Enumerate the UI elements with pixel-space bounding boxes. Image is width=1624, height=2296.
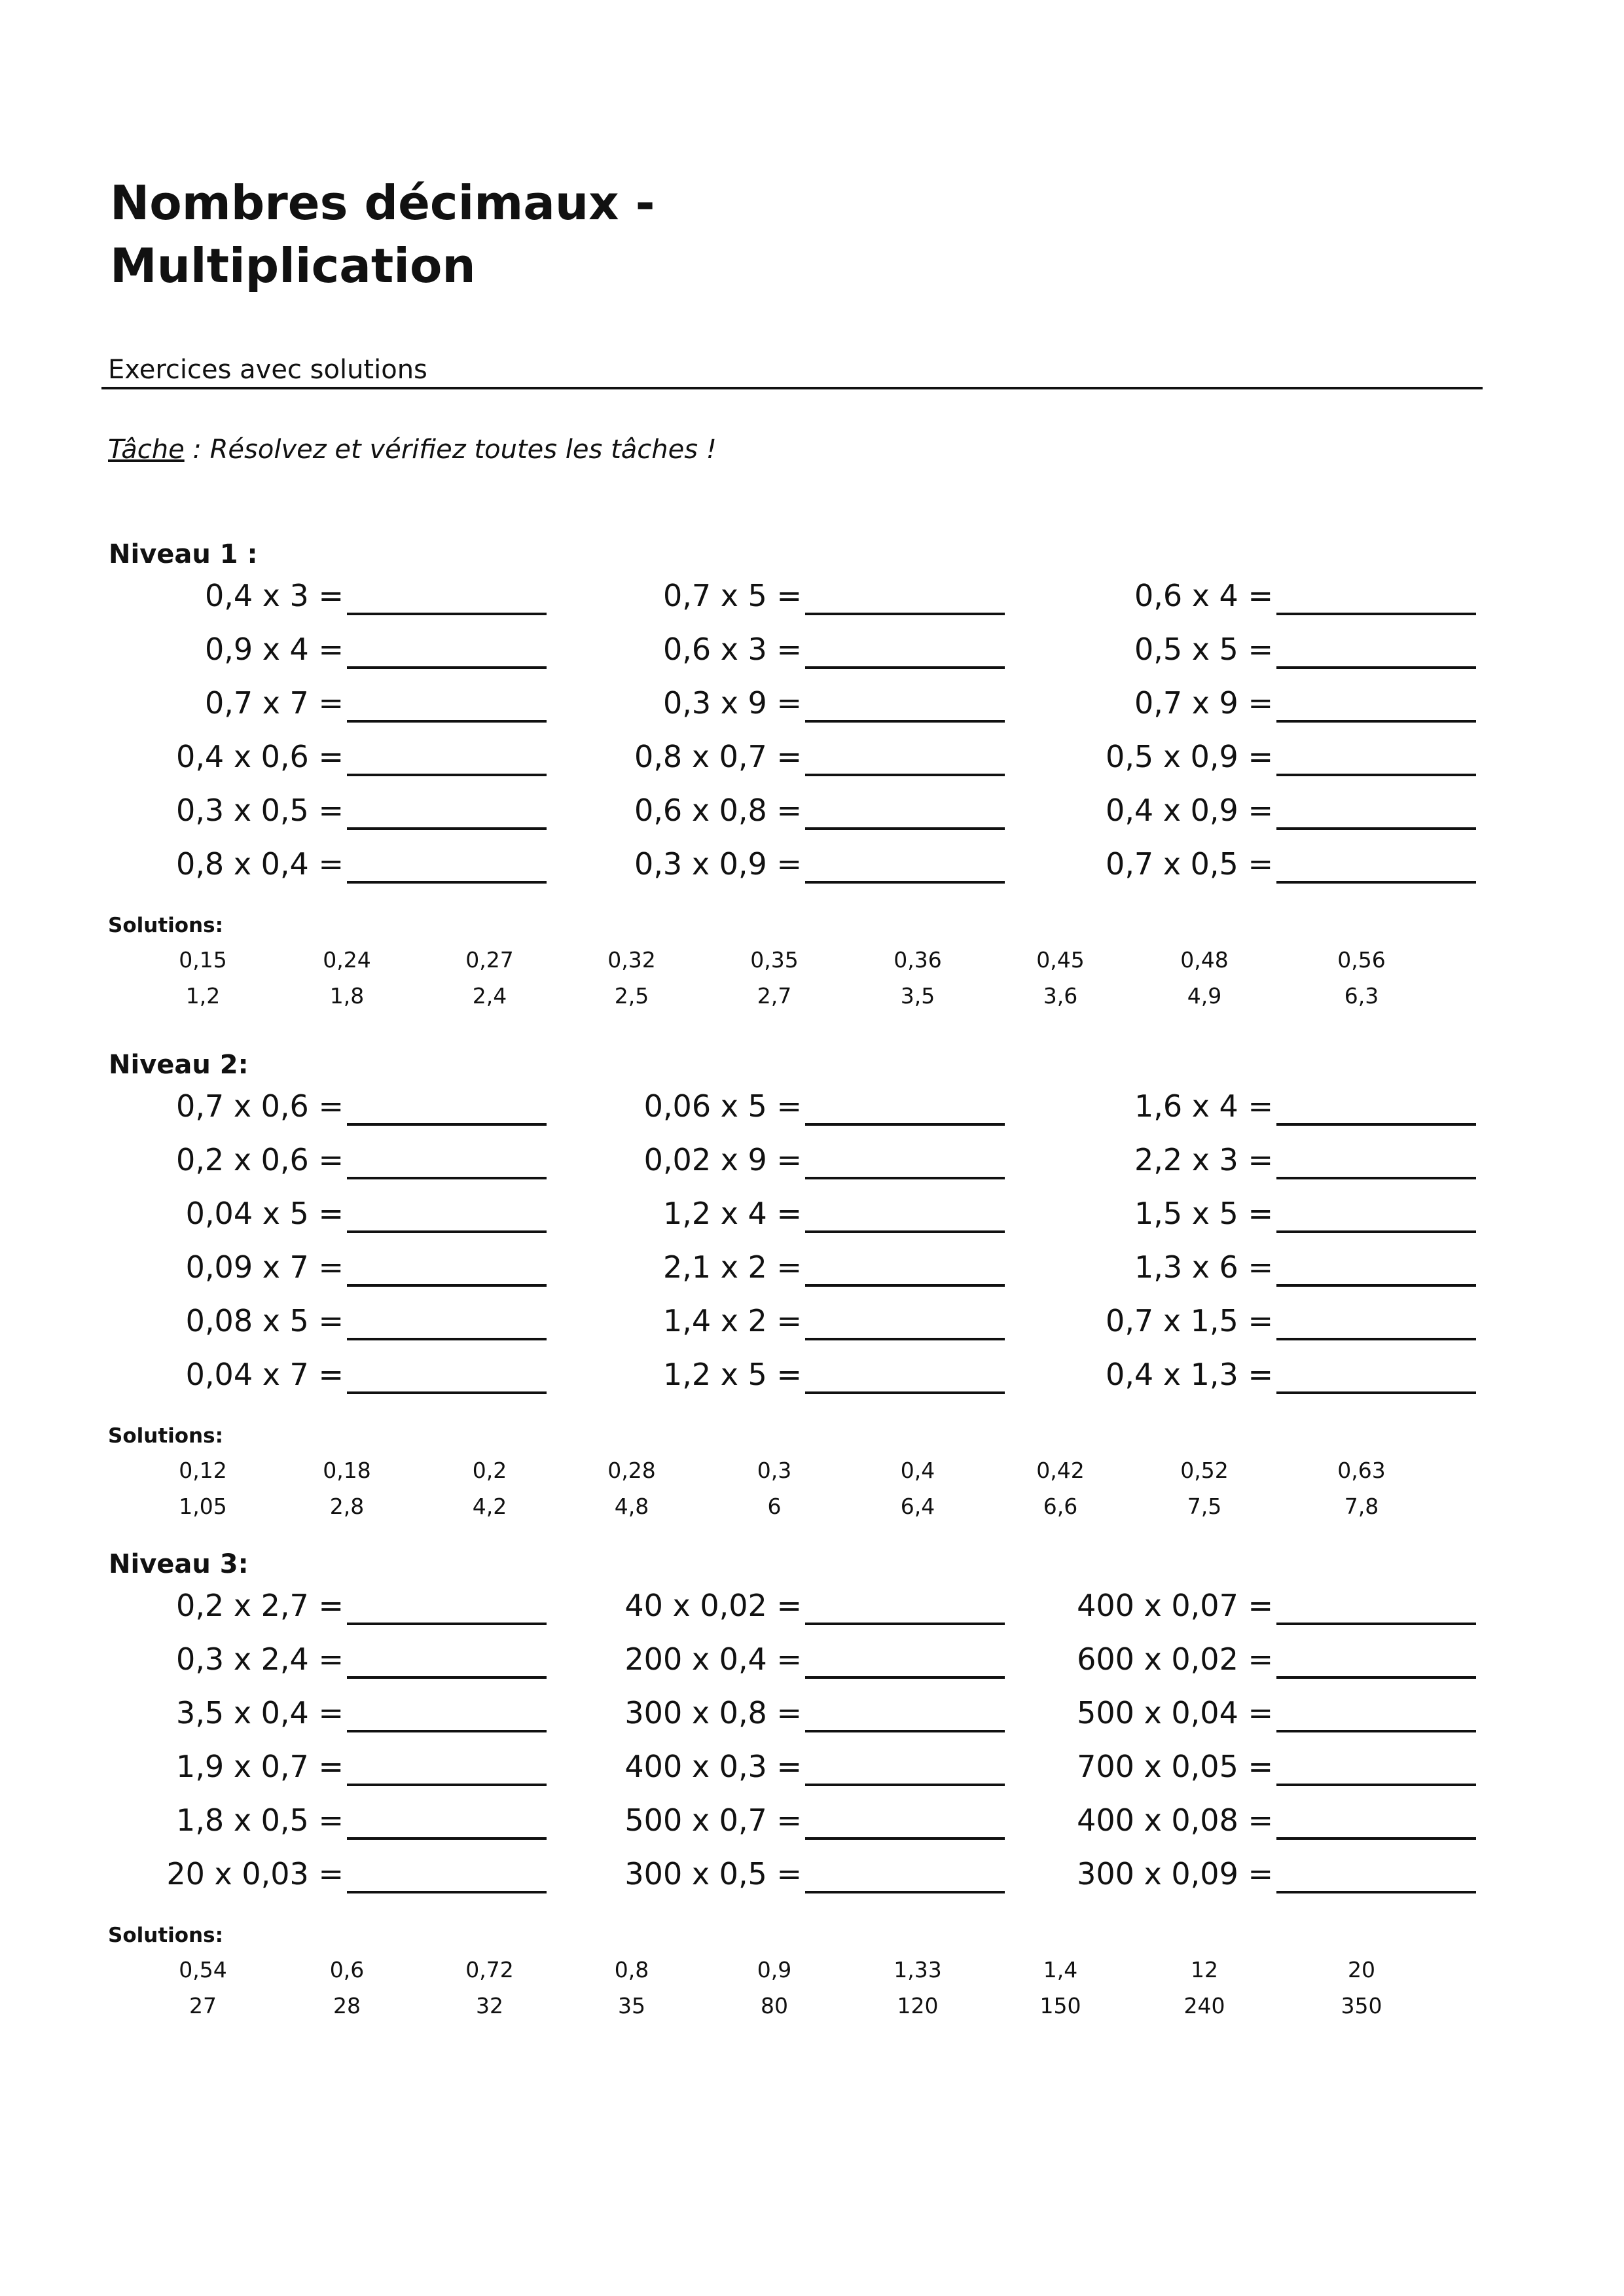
solution-value: 2,8 (329, 1494, 365, 1519)
exercise-expression: 600 x 0,02 = (1077, 1641, 1273, 1677)
exercise (1018, 1086, 1476, 1139)
solution-value: 4,2 (472, 1494, 507, 1519)
exercise-expression: 20 x 0,03 = (166, 1856, 344, 1892)
exercise-expression: 300 x 0,8 = (624, 1695, 802, 1731)
exercise (88, 1086, 547, 1139)
exercise-expression: 40 x 0,02 = (624, 1588, 802, 1623)
answer-line[interactable] (347, 1391, 547, 1394)
title-line-1: Nombres décimaux - (110, 175, 655, 230)
answer-line[interactable] (347, 1784, 547, 1786)
exercise-expression: 0,5 x 0,9 = (1106, 739, 1273, 774)
solution-value: 0,24 (323, 947, 371, 973)
solution-value: 0,63 (1337, 1458, 1386, 1483)
answer-line[interactable] (1276, 1177, 1476, 1179)
exercise-expression: 0,4 x 1,3 = (1106, 1357, 1273, 1392)
answer-line[interactable] (1276, 1837, 1476, 1840)
answer-line[interactable] (347, 1891, 547, 1893)
exercise (547, 576, 1005, 628)
solution-value: 12 (1191, 1957, 1218, 1982)
solution-value: 150 (1039, 1993, 1081, 2018)
exercise-expression: 300 x 0,5 = (624, 1856, 802, 1892)
solution-value: 0,15 (179, 947, 227, 973)
exercise (547, 1586, 1005, 1638)
exercise (1018, 1640, 1476, 1692)
exercise (88, 791, 547, 843)
answer-line[interactable] (805, 613, 1005, 615)
answer-line[interactable] (1276, 1730, 1476, 1732)
exercise (1018, 1747, 1476, 1799)
exercise (1018, 576, 1476, 628)
answer-line[interactable] (1276, 1623, 1476, 1625)
exercise-expression: 0,7 x 0,6 = (176, 1088, 344, 1124)
task-instruction (108, 433, 717, 466)
solution-value: 2,7 (757, 983, 792, 1009)
solution-value: 1,2 (185, 983, 221, 1009)
exercise (547, 630, 1005, 682)
exercise (88, 1247, 547, 1300)
exercise (1018, 1801, 1476, 1853)
exercise (1018, 1586, 1476, 1638)
solution-value: 240 (1183, 1993, 1225, 2018)
exercise (88, 630, 547, 682)
answer-line[interactable] (805, 1284, 1005, 1287)
solution-value: 0,35 (750, 947, 799, 973)
exercise-expression: 0,09 x 7 = (185, 1249, 344, 1285)
solution-value: 0,3 (757, 1458, 792, 1483)
exercise-expression: 0,4 x 3 = (204, 578, 344, 613)
answer-line[interactable] (347, 613, 547, 615)
answer-line[interactable] (805, 1730, 1005, 1732)
exercise-expression: 400 x 0,08 = (1077, 1803, 1273, 1838)
answer-line[interactable] (347, 666, 547, 669)
answer-line[interactable] (805, 1837, 1005, 1840)
solution-value: 4,9 (1187, 983, 1222, 1009)
answer-line[interactable] (805, 1338, 1005, 1340)
exercise (547, 1801, 1005, 1853)
exercise (88, 1854, 547, 1907)
solution-value: 0,12 (179, 1458, 227, 1483)
answer-line[interactable] (1276, 720, 1476, 723)
solution-value: 0,2 (472, 1458, 507, 1483)
answer-line[interactable] (347, 1123, 547, 1126)
answer-line[interactable] (347, 1177, 547, 1179)
exercise-expression: 1,2 x 5 = (662, 1357, 802, 1392)
exercise (88, 1747, 547, 1799)
header-divider (101, 387, 1483, 389)
answer-line[interactable] (1276, 1784, 1476, 1786)
answer-line[interactable] (347, 1837, 547, 1840)
exercise-expression: 0,04 x 7 = (185, 1357, 344, 1392)
exercise-expression: 200 x 0,4 = (624, 1641, 802, 1677)
page-title (110, 171, 655, 297)
exercise (1018, 791, 1476, 843)
answer-line[interactable] (347, 1230, 547, 1233)
exercise-expression: 0,3 x 0,5 = (176, 793, 344, 828)
answer-line[interactable] (347, 1623, 547, 1625)
answer-line[interactable] (1276, 1123, 1476, 1126)
exercise-expression: 0,9 x 4 = (204, 632, 344, 667)
answer-line[interactable] (805, 774, 1005, 776)
task-label: Tâche (108, 435, 185, 465)
exercise-expression: 500 x 0,04 = (1077, 1695, 1273, 1731)
exercise-expression: 1,2 x 4 = (662, 1196, 802, 1231)
exercise-expression: 0,02 x 9 = (643, 1142, 802, 1177)
solution-value: 120 (897, 1993, 939, 2018)
solution-value: 350 (1341, 1993, 1382, 2018)
exercise (1018, 683, 1476, 736)
solution-value: 0,56 (1337, 947, 1386, 973)
exercise-expression: 0,6 x 3 = (662, 632, 802, 667)
exercise (88, 1194, 547, 1246)
exercise-expression: 0,8 x 0,7 = (634, 739, 802, 774)
exercise (547, 791, 1005, 843)
solution-value: 0,42 (1036, 1458, 1085, 1483)
exercise (1018, 1355, 1476, 1407)
exercise (547, 1640, 1005, 1692)
answer-line[interactable] (805, 827, 1005, 830)
exercise-expression: 1,4 x 2 = (662, 1303, 802, 1338)
answer-line[interactable] (1276, 1338, 1476, 1340)
exercise (88, 844, 547, 897)
answer-line[interactable] (1276, 1230, 1476, 1233)
exercise (88, 1586, 547, 1638)
exercise (547, 1355, 1005, 1407)
solution-value: 3,6 (1043, 983, 1078, 1009)
exercise (88, 1640, 547, 1692)
solution-value: 6,4 (900, 1494, 935, 1519)
exercise (547, 1693, 1005, 1746)
answer-line[interactable] (1276, 827, 1476, 830)
exercise (1018, 737, 1476, 789)
exercise-expression: 0,3 x 9 = (662, 685, 802, 721)
exercise (88, 1140, 547, 1193)
exercise-expression: 0,04 x 5 = (185, 1196, 344, 1231)
answer-line[interactable] (1276, 881, 1476, 884)
exercise (1018, 844, 1476, 897)
answer-line[interactable] (1276, 1676, 1476, 1679)
exercise-expression: 0,3 x 2,4 = (176, 1641, 344, 1677)
exercise-expression: 0,4 x 0,6 = (176, 739, 344, 774)
exercise-expression: 0,7 x 7 = (204, 685, 344, 721)
solution-value: 0,8 (614, 1957, 649, 1982)
exercise-expression: 1,6 x 4 = (1134, 1088, 1273, 1124)
solution-value: 1,33 (893, 1957, 942, 1982)
answer-line[interactable] (347, 1676, 547, 1679)
solution-value: 0,45 (1036, 947, 1085, 973)
solution-value: 80 (761, 1993, 788, 2018)
exercise (1018, 630, 1476, 682)
solutions-label: Solutions: (108, 1424, 223, 1448)
level-title: Niveau 2: (109, 1050, 249, 1080)
exercise-expression: 2,2 x 3 = (1134, 1142, 1273, 1177)
exercise-expression: 0,06 x 5 = (643, 1088, 802, 1124)
exercise-expression: 1,9 x 0,7 = (176, 1749, 344, 1784)
answer-line[interactable] (805, 881, 1005, 884)
subtitle: Exercices avec solutions (108, 355, 427, 385)
exercise-expression: 700 x 0,05 = (1077, 1749, 1273, 1784)
answer-line[interactable] (347, 1730, 547, 1732)
exercise (547, 1301, 1005, 1354)
solution-value: 27 (189, 1993, 217, 2018)
exercise (1018, 1194, 1476, 1246)
exercise-expression: 0,2 x 0,6 = (176, 1142, 344, 1177)
solution-value: 1,4 (1043, 1957, 1078, 1982)
exercise-expression: 0,6 x 0,8 = (634, 793, 802, 828)
level-title: Niveau 3: (109, 1549, 249, 1579)
answer-line[interactable] (805, 1123, 1005, 1126)
solution-value: 7,5 (1187, 1494, 1222, 1519)
answer-line[interactable] (347, 881, 547, 884)
solution-value: 0,18 (323, 1458, 371, 1483)
exercise-expression: 0,2 x 2,7 = (176, 1588, 344, 1623)
exercise-expression: 1,3 x 6 = (1134, 1249, 1273, 1285)
solution-value: 2,4 (472, 983, 507, 1009)
answer-line[interactable] (347, 1284, 547, 1287)
exercise (88, 1801, 547, 1853)
exercise (88, 683, 547, 736)
exercise-expression: 0,7 x 9 = (1134, 685, 1273, 721)
exercise-expression: 0,7 x 1,5 = (1106, 1303, 1273, 1338)
exercise (1018, 1693, 1476, 1746)
solution-value: 6,6 (1043, 1494, 1078, 1519)
exercise (547, 1747, 1005, 1799)
exercise (88, 737, 547, 789)
solution-value: 0,4 (900, 1458, 935, 1483)
answer-line[interactable] (347, 720, 547, 723)
solution-value: 4,8 (614, 1494, 649, 1519)
exercise (547, 683, 1005, 736)
exercise-expression: 400 x 0,3 = (624, 1749, 802, 1784)
exercise (1018, 1247, 1476, 1300)
solution-value: 0,9 (757, 1957, 792, 1982)
exercise (547, 1247, 1005, 1300)
exercise (88, 1355, 547, 1407)
solution-value: 0,72 (465, 1957, 514, 1982)
exercise-expression: 0,8 x 0,4 = (176, 846, 344, 882)
solution-value: 0,32 (607, 947, 656, 973)
answer-line[interactable] (1276, 666, 1476, 669)
exercise-expression: 0,3 x 0,9 = (634, 846, 802, 882)
answer-line[interactable] (1276, 1391, 1476, 1394)
solution-value: 6,3 (1344, 983, 1379, 1009)
answer-line[interactable] (347, 1338, 547, 1340)
exercise (547, 1854, 1005, 1907)
solution-value: 0,54 (179, 1957, 227, 1982)
solution-value: 7,8 (1344, 1494, 1379, 1519)
exercise (547, 1194, 1005, 1246)
level-title: Niveau 1 : (109, 539, 258, 569)
solutions-label: Solutions: (108, 1924, 223, 1947)
answer-line[interactable] (805, 1177, 1005, 1179)
answer-line[interactable] (1276, 613, 1476, 615)
solution-value: 2,5 (614, 983, 649, 1009)
exercise-expression: 0,7 x 5 = (662, 578, 802, 613)
solution-value: 0,52 (1180, 1458, 1229, 1483)
answer-line[interactable] (805, 1784, 1005, 1786)
answer-line[interactable] (805, 1891, 1005, 1893)
exercise-expression: 3,5 x 0,4 = (176, 1695, 344, 1731)
answer-line[interactable] (805, 1623, 1005, 1625)
answer-line[interactable] (347, 774, 547, 776)
solution-value: 0,36 (893, 947, 942, 973)
solution-value: 0,6 (329, 1957, 365, 1982)
exercise-expression: 1,8 x 0,5 = (176, 1803, 344, 1838)
solution-value: 32 (476, 1993, 503, 2018)
exercise-expression: 500 x 0,7 = (624, 1803, 802, 1838)
exercise (88, 1693, 547, 1746)
exercise (547, 1140, 1005, 1193)
title-line-2: Multiplication (110, 238, 476, 293)
solution-value: 20 (1348, 1957, 1375, 1982)
answer-line[interactable] (805, 666, 1005, 669)
answer-line[interactable] (347, 827, 547, 830)
exercise-expression: 0,5 x 5 = (1134, 632, 1273, 667)
exercise (88, 1301, 547, 1354)
answer-line[interactable] (805, 1391, 1005, 1394)
exercise (1018, 1301, 1476, 1354)
solution-value: 28 (333, 1993, 361, 2018)
exercise (547, 844, 1005, 897)
solution-value: 1,8 (329, 983, 365, 1009)
answer-line[interactable] (805, 1230, 1005, 1233)
solution-value: 1,05 (179, 1494, 227, 1519)
answer-line[interactable] (805, 720, 1005, 723)
answer-line[interactable] (805, 1676, 1005, 1679)
solution-value: 3,5 (900, 983, 935, 1009)
exercise-expression: 1,5 x 5 = (1134, 1196, 1273, 1231)
exercise (1018, 1854, 1476, 1907)
solution-value: 6 (767, 1494, 782, 1519)
task-text: : Résolvez et vérifiez toutes les tâches ! (184, 435, 717, 465)
exercise-expression: 0,08 x 5 = (185, 1303, 344, 1338)
exercise-expression: 0,4 x 0,9 = (1106, 793, 1273, 828)
answer-line[interactable] (1276, 1284, 1476, 1287)
solution-value: 0,28 (607, 1458, 656, 1483)
solutions-label: Solutions: (108, 914, 223, 937)
solution-value: 0,48 (1180, 947, 1229, 973)
solution-value: 0,27 (465, 947, 514, 973)
exercise (1018, 1140, 1476, 1193)
solution-value: 35 (618, 1993, 645, 2018)
exercise (547, 737, 1005, 789)
exercise (547, 1086, 1005, 1139)
exercise-expression: 300 x 0,09 = (1077, 1856, 1273, 1892)
exercise (88, 576, 547, 628)
exercise-expression: 0,6 x 4 = (1134, 578, 1273, 613)
answer-line[interactable] (1276, 774, 1476, 776)
exercise-expression: 2,1 x 2 = (662, 1249, 802, 1285)
answer-line[interactable] (1276, 1891, 1476, 1893)
exercise-expression: 0,7 x 0,5 = (1106, 846, 1273, 882)
exercise-expression: 400 x 0,07 = (1077, 1588, 1273, 1623)
